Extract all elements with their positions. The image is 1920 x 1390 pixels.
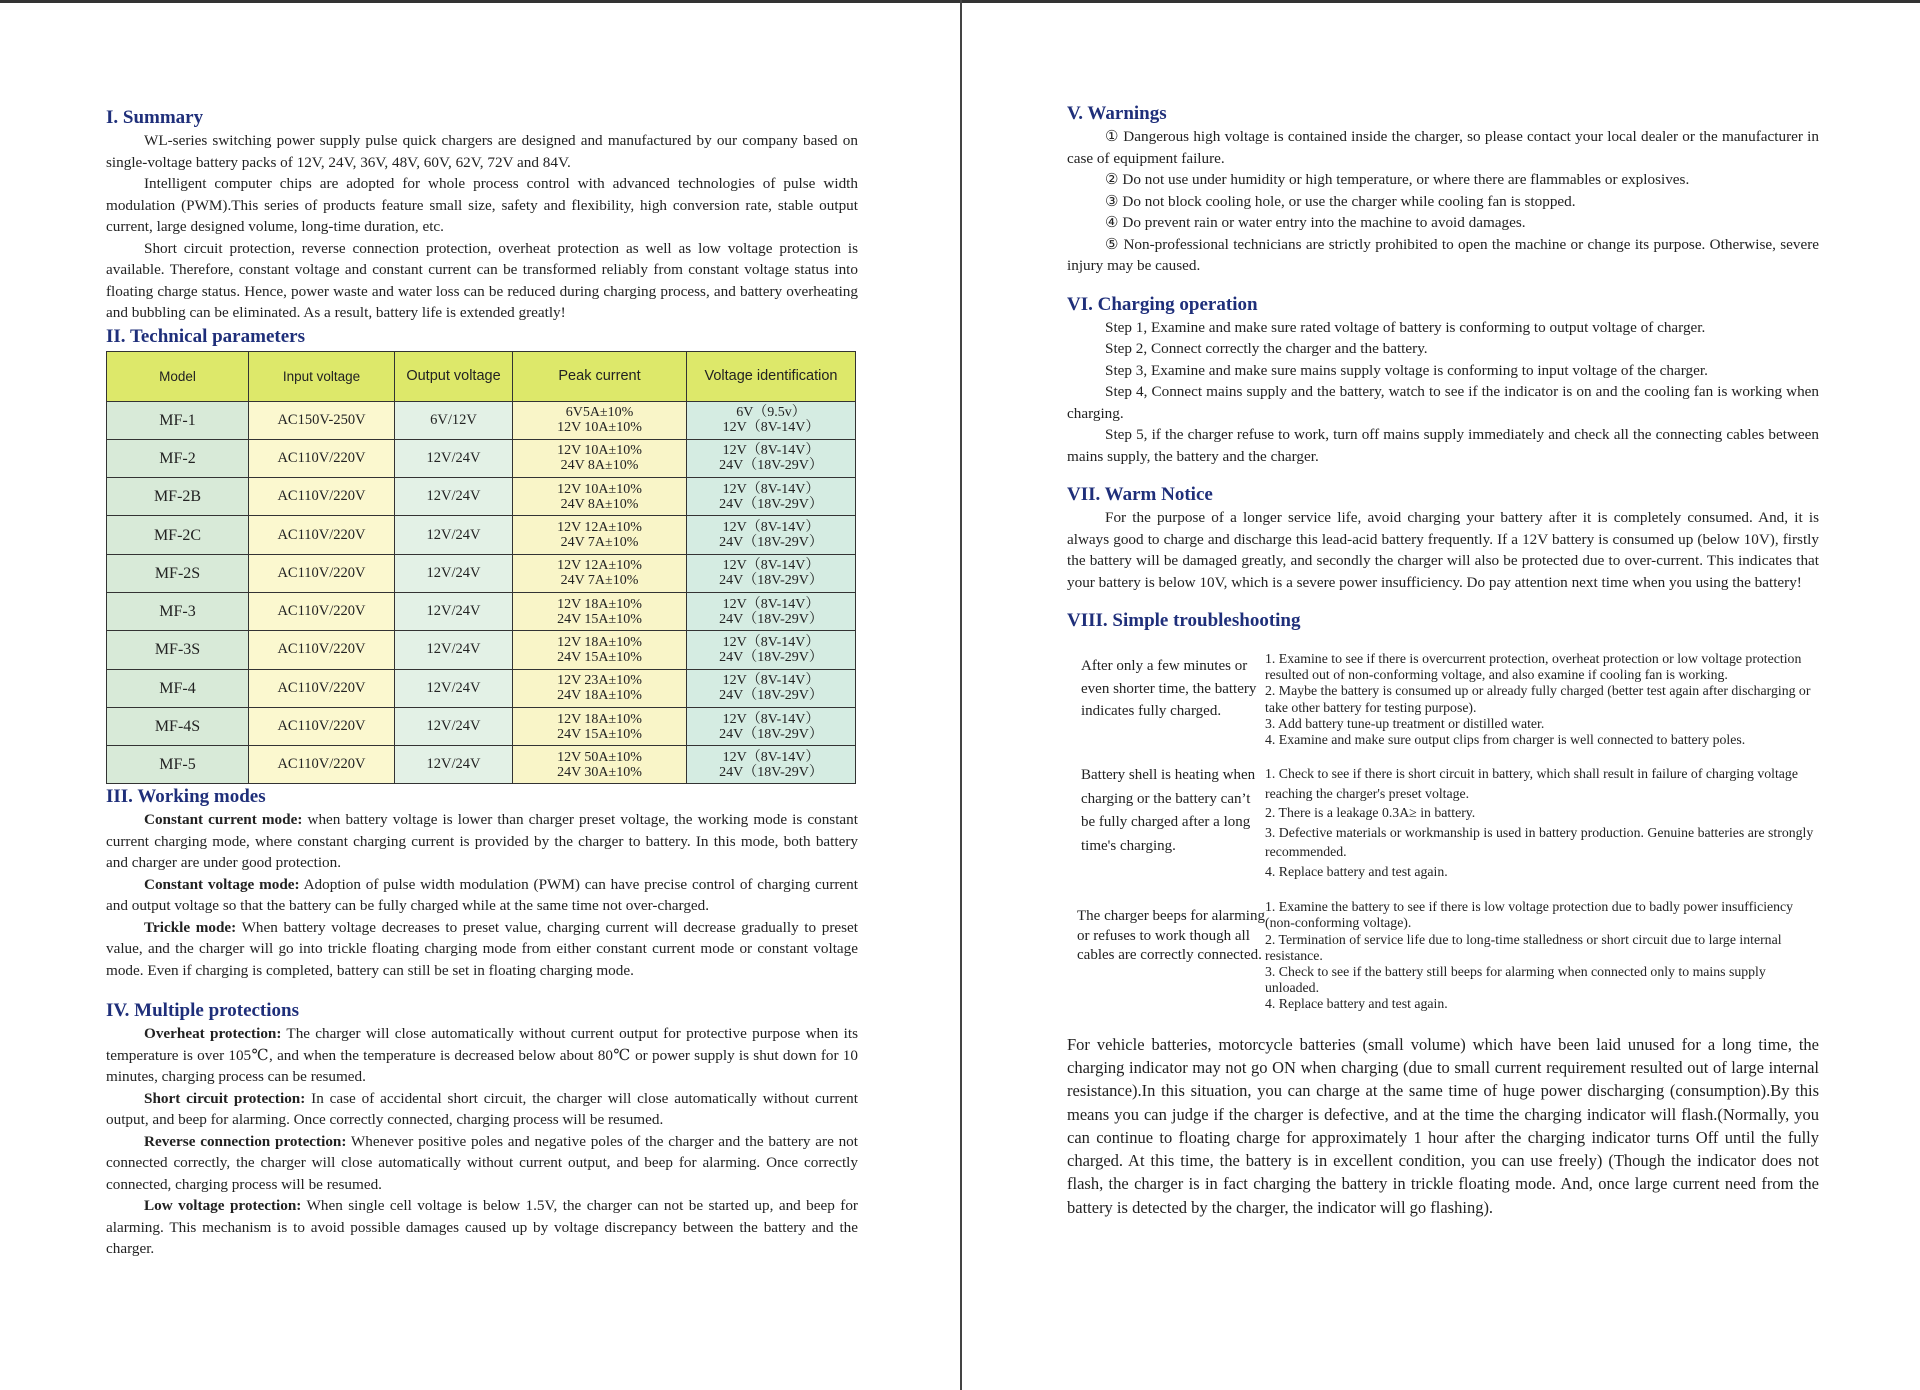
- warning-3: ③ Do not block cooling hole, or use the charger while cooling fan is stopped.: [1105, 192, 1576, 210]
- output-voltage-cell-line: 12V/24V: [426, 526, 481, 543]
- peak-current-cell-line: 24V 18A±10%: [557, 688, 642, 704]
- voltage-identification-cell-line: 24V（18V-29V）: [719, 649, 823, 665]
- peak-current-cell-line: 24V 8A±10%: [560, 496, 639, 512]
- voltage-identification-cell-line: 12V（8V-14V）: [722, 481, 820, 497]
- model-cell-line: MF-2: [159, 449, 196, 467]
- summary-paragraph-1: WL-series switching power supply pulse quick chargers are designed and manufactured by our company based on single-voltage battery packs of 12V, 24V, 36V, 48V, 60V, 62V, 72V and 84V.: [106, 132, 858, 171]
- voltage-identification-cell: [687, 746, 856, 784]
- voltage-identification-cell: [687, 707, 856, 745]
- peak-current-cell-line: 12V 12A±10%: [557, 558, 642, 574]
- warnings-heading: V. Warnings: [1067, 103, 1167, 124]
- output-voltage-cell: [395, 554, 513, 592]
- step-4: Step 4, Connect mains supply and the battery, watch to see if the indicator is on and the cooling fan is working when charging.: [1067, 383, 1819, 422]
- output-voltage-cell: [395, 516, 513, 554]
- voltage-identification-cell-line: 24V（18V-29V）: [719, 726, 823, 742]
- model-cell: [107, 707, 249, 745]
- table-row: [107, 554, 856, 592]
- voltage-identification-cell-line: 6V（9.5v）: [736, 405, 806, 421]
- model-cell: [107, 554, 249, 592]
- peak-current-cell-line: 12V 18A±10%: [557, 596, 642, 612]
- voltage-identification-cell-line: 12V（8V-14V）: [722, 711, 820, 727]
- table-row: [107, 707, 856, 745]
- voltage-identification-cell-line: 12V（8V-14V）: [722, 634, 820, 650]
- short-circuit-text: In case of accidental short circuit, the charger will close automatically without current output, and beep for alarming. Once correctly connected, charging process will be resumed.: [106, 1089, 858, 1129]
- step-2: Step 2, Connect correctly the charger and the battery.: [1105, 340, 1428, 357]
- voltage-identification-cell-line: 24V（18V-29V）: [719, 764, 823, 780]
- peak-current-cell: [513, 592, 687, 630]
- trouble-symptom-2: Battery shell is heating when charging or the battery can’t be fully charged after a long time's charging.: [1081, 767, 1256, 854]
- short-circuit-paragraph: [106, 1088, 858, 1131]
- model-cell-line: MF-2S: [154, 564, 201, 582]
- params-heading: II. Technical parameters: [106, 325, 305, 347]
- step-1: Step 1, Examine and make sure rated voltage of battery is conforming to output voltage of charger.: [1105, 318, 1706, 336]
- trouble-symptom-1: After only a few minutes or even shorter time, the battery indicates fully charged.: [1081, 658, 1257, 719]
- voltage-identification-cell: [687, 631, 856, 669]
- input-voltage-cell-line: AC110V/220V: [277, 488, 366, 505]
- output-voltage-cell: [395, 439, 513, 477]
- overheat-paragraph: [106, 1023, 858, 1088]
- voltage-identification-cell-line: 24V（18V-29V）: [719, 535, 823, 551]
- peak-current-cell-line: 12V 12A±10%: [557, 520, 642, 536]
- input-voltage-cell-line: AC150V-250V: [277, 411, 366, 428]
- voltage-identification-cell-line: 12V（8V-14V）: [722, 558, 820, 574]
- step-3: Step 3, Examine and make sure mains supply voltage is conforming to input voltage of the charger.: [1105, 361, 1708, 379]
- voltage-identification-cell: [687, 439, 856, 477]
- input-voltage-cell-line: AC110V/220V: [277, 449, 366, 466]
- header-input-voltage: Input voltage: [249, 351, 395, 401]
- notice-text: For the purpose of a longer service life, avoid charging your battery after it is completely consumed. And, it is always good to charge and discharge this lead-acid battery frequently. If a 12V battery is consumed up (below 10V), firstly the battery will be damaged greatly, and secondly the charger will also be protected due to over-current. This indicates that your battery is below 10V, which is a severe power insufficiency. Do pay attention next time when you using the battery!: [1067, 509, 1819, 591]
- input-voltage-cell-line: AC110V/220V: [277, 756, 366, 773]
- input-voltage-cell: [249, 439, 395, 477]
- warning-4: ④ Do prevent rain or water entry into the machine to avoid damages.: [1105, 214, 1526, 231]
- low-voltage-paragraph: [106, 1195, 858, 1260]
- input-voltage-cell: [249, 746, 395, 784]
- peak-current-cell: [513, 516, 687, 554]
- summary-paragraph-3: Short circuit protection, reverse connection protection, overheat protection as well as low voltage protection is available. Therefore, constant voltage and constant current can be transformed reliably from constant voltage status into floating charge status. Hence, power waste and water loss can be reduced during charging process, and battery overheating and bubbling can be eliminated. As a result, battery life is extended greatly!: [106, 239, 858, 321]
- output-voltage-cell-line: 12V/24V: [426, 718, 481, 735]
- table-row: [107, 631, 856, 669]
- voltage-identification-cell: [687, 401, 856, 439]
- trickle-paragraph: [106, 917, 858, 982]
- peak-current-cell-line: 24V 7A±10%: [560, 535, 639, 551]
- peak-current-cell-line: 6V5A±10%: [565, 405, 634, 421]
- voltage-identification-cell: [687, 592, 856, 630]
- constant-current-text: when battery voltage is lower than charger preset voltage, the working mode is constant current charging mode, where constant charging current is provided by the charger to battery. In this mode, both battery and charger are under good protection.: [106, 811, 858, 872]
- table-row: [107, 592, 856, 630]
- input-voltage-cell: [249, 478, 395, 516]
- cause-item: 3. Add battery tune-up treatment or distilled water.: [1265, 715, 1545, 731]
- cause-item: 2. Maybe the battery is consumed up or already fully charged (better test again after discharging or take other battery for testing purpose).: [1265, 683, 1811, 715]
- peak-current-cell-line: 12V 18A±10%: [557, 711, 642, 727]
- output-voltage-cell-line: 12V/24V: [426, 679, 481, 696]
- short-circuit-label: Short circuit protection:: [144, 1089, 306, 1107]
- input-voltage-cell: [249, 592, 395, 630]
- input-voltage-cell: [249, 554, 395, 592]
- peak-current-cell-line: 24V 8A±10%: [560, 458, 639, 474]
- output-voltage-cell: [395, 669, 513, 707]
- model-cell: [107, 746, 249, 784]
- input-voltage-cell-line: AC110V/220V: [277, 718, 366, 735]
- input-voltage-cell: [249, 669, 395, 707]
- model-cell: [107, 478, 249, 516]
- peak-current-cell-line: 24V 15A±10%: [557, 649, 642, 665]
- voltage-identification-cell: [687, 669, 856, 707]
- table-body: [107, 401, 856, 784]
- parameters-table: [106, 351, 856, 785]
- peak-current-cell: [513, 439, 687, 477]
- constant-current-label: Constant current mode:: [144, 811, 303, 829]
- voltage-identification-cell: [687, 554, 856, 592]
- table-row: [107, 746, 856, 784]
- table-row: [107, 401, 856, 439]
- cause-item: 1. Examine the battery to see if there is low voltage protection due to badly power insufficiency (non-conforming voltage).: [1265, 899, 1794, 931]
- peak-current-cell-line: 12V 50A±10%: [557, 749, 642, 765]
- voltage-identification-cell-line: 12V（8V-14V）: [722, 596, 820, 612]
- table-header-row: [107, 351, 856, 401]
- overheat-text: The charger will close automatically without current output for protective purpose when its temperature is over 105℃, and when the temperature is decreased below about 80℃ or power supply is shut down for 10 minutes, charging process can be resumed.: [106, 1025, 858, 1086]
- input-voltage-cell-line: AC110V/220V: [277, 564, 366, 581]
- model-cell-line: MF-2C: [153, 526, 202, 544]
- output-voltage-cell: [395, 401, 513, 439]
- voltage-identification-cell-line: 12V（8V-14V）: [722, 443, 820, 459]
- peak-current-cell-line: 12V 10A±10%: [557, 420, 642, 436]
- input-voltage-cell: [249, 516, 395, 554]
- low-voltage-label: Low voltage protection:: [144, 1197, 302, 1215]
- trouble-symptom-3: The charger beeps for alarming or refuses to work though all cables are correctly connected.: [1077, 908, 1265, 964]
- model-cell: [107, 592, 249, 630]
- model-cell-line: MF-2B: [153, 488, 202, 506]
- voltage-identification-cell-line: 12V（8V-14V）: [722, 673, 820, 689]
- header-peak-current: Peak current: [513, 351, 687, 401]
- trouble-row-3: [1067, 899, 1819, 1012]
- input-voltage-cell: [249, 707, 395, 745]
- model-cell: [107, 439, 249, 477]
- header-output-voltage: Output voltage: [395, 351, 513, 401]
- notice-heading: VII. Warm Notice: [1067, 484, 1213, 505]
- output-voltage-cell-line: 6V/12V: [430, 411, 477, 428]
- peak-current-cell: [513, 669, 687, 707]
- input-voltage-cell-line: AC110V/220V: [277, 526, 366, 543]
- low-voltage-text: When single cell voltage is below 1.5V, the charger can not be started up, and beep for alarming. This mechanism is to avoid possible damages caused up by voltage discrepancy between the battery and the charger.: [106, 1197, 858, 1258]
- model-cell-line: MF-3: [159, 603, 196, 621]
- warning-1: ① Dangerous high voltage is contained inside the charger, so please contact your local dealer or the manufacturer in case of equipment failure.: [1067, 128, 1819, 167]
- table-row: [107, 439, 856, 477]
- peak-current-cell-line: 24V 15A±10%: [557, 611, 642, 627]
- trouble-row-1: [1067, 651, 1819, 748]
- output-voltage-cell-line: 12V/24V: [426, 603, 481, 620]
- input-voltage-cell-line: AC110V/220V: [277, 641, 366, 658]
- output-voltage-cell-line: 12V/24V: [426, 564, 481, 581]
- peak-current-cell-line: 24V 7A±10%: [560, 573, 639, 589]
- peak-current-cell: [513, 707, 687, 745]
- cause-item: 2. There is a leakage 0.3A≥ in battery.: [1265, 805, 1476, 821]
- cause-item: 2. Termination of service life due to long-time stalledness or short circuit due to large internal resistance.: [1265, 931, 1782, 963]
- output-voltage-cell: [395, 478, 513, 516]
- peak-current-cell-line: 12V 23A±10%: [557, 673, 642, 689]
- protections-heading: IV. Multiple protections: [106, 1000, 299, 1022]
- cause-item: 4. Replace battery and test again.: [1265, 996, 1448, 1012]
- table-row: [107, 516, 856, 554]
- trouble-row-2: [1067, 764, 1819, 881]
- cause-item: 1. Examine to see if there is overcurrent protection, overheat protection or low voltage protection resulted out of non-conforming voltage, and also examine if cooling fan is working.: [1265, 651, 1802, 683]
- output-voltage-cell: [395, 746, 513, 784]
- trouble-causes-1: [1265, 651, 1819, 748]
- reverse-connection-text: Whenever positive poles and negative poles of the charger and the battery are not connected correctly, the charger will close automatically without current output, and beep for alarming. Once correctly connected, charging process will be resumed.: [106, 1132, 858, 1193]
- constant-current-paragraph: [106, 809, 858, 874]
- output-voltage-cell-line: 12V/24V: [426, 449, 481, 466]
- output-voltage-cell-line: 12V/24V: [426, 641, 481, 658]
- model-cell-line: MF-4S: [154, 718, 201, 736]
- header-model: Model: [107, 351, 249, 401]
- summary-heading: I. Summary: [106, 107, 204, 128]
- peak-current-cell: [513, 746, 687, 784]
- constant-voltage-paragraph: [106, 874, 858, 917]
- output-voltage-cell: [395, 707, 513, 745]
- voltage-identification-cell-line: 24V（18V-29V）: [719, 688, 823, 704]
- modes-heading: III. Working modes: [106, 786, 266, 808]
- peak-current-cell: [513, 478, 687, 516]
- constant-voltage-text: Adoption of pulse width modulation (PWM) can have precise control of charging current and output voltage so that the battery can be fully charged while at the same time not over-charged.: [106, 875, 858, 915]
- voltage-identification-cell-line: 12V（8V-14V）: [722, 520, 820, 536]
- voltage-identification-cell: [687, 478, 856, 516]
- summary-paragraph-2: Intelligent computer chips are adopted for whole process control with advanced technologies of pulse width modulation (PWM).This series of products feature small size, safety and flexibility, high conversion rate, stable output current, large designed volume, long-time duration, etc.: [106, 175, 858, 235]
- model-cell: [107, 401, 249, 439]
- reverse-connection-label: Reverse connection protection:: [144, 1132, 347, 1150]
- voltage-identification-cell-line: 12V（8V-14V）: [722, 749, 820, 765]
- model-cell-line: MF-5: [159, 756, 196, 774]
- input-voltage-cell-line: AC110V/220V: [277, 603, 366, 620]
- right-page: [1067, 100, 1819, 1219]
- constant-voltage-label: Constant voltage mode:: [144, 875, 300, 893]
- peak-current-cell: [513, 554, 687, 592]
- overheat-label: Overheat protection:: [144, 1025, 282, 1043]
- voltage-identification-cell-line: 24V（18V-29V）: [719, 458, 823, 474]
- vehicle-battery-note: For vehicle batteries, motorcycle batteries (small volume) which have been laid unused for a long time, the charging indicator may not go ON when charging (due to small current requirement resulted out of large internal resistance).In this situation, you can charge at the same time of huge power discharging (consumption).By this means you can judge if the charger is defective, and at the time the charging indicator will flash.(Normally, you can continue to floating charge for approximately 1 hour after the charging indicator turns Off until the fully charged. At this time, the battery is in excellent condition, you can use freely) (Though the indicator does not flash, the charger is in fact charging the battery in trickle floating mode. And, once large current need from the battery is detected by the charger, the indicator will go flashing).: [1067, 1034, 1819, 1217]
- table-row: [107, 669, 856, 707]
- output-voltage-cell-line: 12V/24V: [426, 756, 481, 773]
- input-voltage-cell: [249, 401, 395, 439]
- cause-item: 4. Examine and make sure output clips from charger is well connected to battery poles.: [1265, 732, 1746, 748]
- table-row: [107, 478, 856, 516]
- step-5: Step 5, if the charger refuse to work, turn off mains supply immediately and check all the connecting cables between mains supply, the battery and the charger.: [1067, 426, 1819, 465]
- cause-item: 4. Replace battery and test again.: [1265, 863, 1448, 879]
- header-voltage-identification: Voltage identification: [687, 351, 856, 401]
- operation-heading: VI. Charging operation: [1067, 293, 1258, 315]
- peak-current-cell-line: 24V 30A±10%: [557, 764, 642, 780]
- peak-current-cell: [513, 401, 687, 439]
- voltage-identification-cell-line: 24V（18V-29V）: [719, 496, 823, 512]
- troubleshooting-heading: VIII. Simple troubleshooting: [1067, 610, 1301, 631]
- model-cell-line: MF-3S: [154, 641, 201, 659]
- trickle-text: When battery voltage decreases to preset value, charging current will decrease gradually to preset value, and the charger will go into trickle floating charging mode from either constant current mode or constant voltage mode. Even if charging is completed, battery can still be set in floating charging mode.: [106, 918, 858, 979]
- model-cell: [107, 516, 249, 554]
- cause-item: 3. Defective materials or workmanship is used in battery production. Genuine batteries are strongly recommended.: [1265, 824, 1814, 860]
- cause-item: 1. Check to see if there is short circuit in battery, which shall result in failure of charging voltage reaching the charger's preset voltage.: [1265, 766, 1798, 801]
- peak-current-cell-line: 24V 15A±10%: [557, 726, 642, 742]
- page-divider: [960, 0, 962, 1390]
- trouble-causes-3: [1265, 899, 1819, 1012]
- trouble-causes-2: [1265, 764, 1819, 881]
- voltage-identification-cell: [687, 516, 856, 554]
- voltage-identification-cell-line: 12V（8V-14V）: [722, 420, 820, 436]
- trickle-label: Trickle mode:: [144, 918, 237, 936]
- model-cell: [107, 631, 249, 669]
- peak-current-cell-line: 12V 10A±10%: [557, 443, 642, 459]
- warning-2: ② Do not use under humidity or high temperature, or where there are flammables or explosives.: [1105, 171, 1690, 188]
- peak-current-cell-line: 12V 10A±10%: [557, 481, 642, 497]
- warning-5: ⑤ Non-professional technicians are strictly prohibited to open the machine or change its purpose. Otherwise, severe injury may be caused.: [1067, 235, 1819, 274]
- reverse-connection-paragraph: [106, 1131, 858, 1196]
- output-voltage-cell: [395, 631, 513, 669]
- left-page: [106, 100, 858, 1260]
- peak-current-cell-line: 12V 18A±10%: [557, 634, 642, 650]
- voltage-identification-cell-line: 24V（18V-29V）: [719, 573, 823, 589]
- voltage-identification-cell-line: 24V（18V-29V）: [719, 611, 823, 627]
- model-cell-line: MF-1: [159, 411, 196, 429]
- model-cell-line: MF-4: [159, 679, 196, 697]
- output-voltage-cell: [395, 592, 513, 630]
- model-cell: [107, 669, 249, 707]
- cause-item: 3. Check to see if the battery still beeps for alarming when connected only to mains supply unloaded.: [1265, 964, 1766, 996]
- input-voltage-cell: [249, 631, 395, 669]
- peak-current-cell: [513, 631, 687, 669]
- input-voltage-cell-line: AC110V/220V: [277, 679, 366, 696]
- output-voltage-cell-line: 12V/24V: [426, 488, 481, 505]
